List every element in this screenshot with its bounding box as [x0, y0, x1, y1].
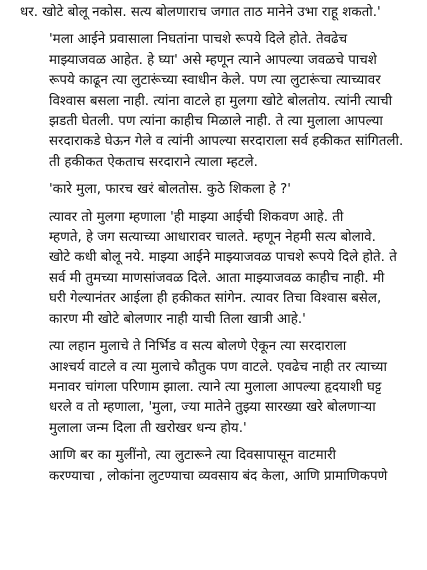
text-line: 'कारे मुला, फारच खरं बोलतोस. कुठे शिकला हे ?' — [49, 182, 291, 198]
text-line: सरदाराकडे घेऊन गेले व त्यांनी आपल्या सरदाराला सर्व हकीकत सांगितली. — [49, 134, 404, 150]
text-line: आश्चर्य वाटले व त्या मुलाचे कौतुक पण वाटले. एवढेच नाही तर त्याच्या — [49, 359, 387, 375]
paragraph-3 — [20, 180, 416, 200]
text-line: रूपये काढून त्या लुटारूंच्या स्वाधीन केले. पण त्या लुटारूंचा त्याच्यावर — [49, 73, 381, 89]
paragraph-1 — [20, 3, 416, 23]
paragraph-4 — [20, 208, 416, 330]
text-line: आणि बर का मुलींनो, त्या लुटारूने त्या दिवसापासून वाटमारी — [49, 448, 337, 464]
paragraph-6 — [20, 446, 416, 487]
text-line: सर्व मी तुमच्या माणसांजवळ दिले. आता माझ्याजवळ काहीच नाही. मी — [49, 270, 385, 286]
text-line: मनावर चांगला परिणाम झाला. त्याने त्या मुलाला आपल्या हृदयाशी घट्ट — [49, 379, 382, 395]
text-line: खोटे कधी बोलू नये. माझ्या आईने माझ्याजवळ पाचशे रूपये दिले होते. ते — [49, 250, 397, 266]
text-line: मुलाला जन्म दिला ती खरोखर धन्य होय.' — [49, 420, 247, 436]
text-line: विश्वास बसला नाही. त्यांना वाटले हा मुलगा खोटे बोलतोय. त्यांनी त्याची — [49, 93, 393, 109]
text-line: घरी गेल्यानंतर आईला ही हकीकत सांगेन. त्यावर तिचा विश्वास बसेल, — [49, 291, 382, 307]
paragraph-5 — [20, 337, 416, 439]
text-line: झडती घेतली. पण त्यांना काहीच मिळाले नाही. ते त्या मुलाला आपल्या — [49, 114, 383, 130]
paragraph-2 — [20, 30, 416, 173]
text-line: त्यावर तो मुलगा म्हणाला 'ही माझ्या आईची शिकवण आहे. ती — [49, 209, 344, 225]
text-line: धरले व तो म्हणाला, 'मुला, ज्या मातेने तुझ्या सारख्या खरे बोलणाऱ्या — [49, 400, 376, 416]
text-line: त्या लहान मुलाचे ते निर्भिड व सत्य बोलणे ऐकून त्या सरदाराला — [49, 339, 347, 355]
text-line: म्हणते, हे जग सत्याच्या आधारावर चालते. म्हणून नेहमी सत्य बोलावे. — [49, 230, 376, 246]
text-line: 'मला आईने प्रवासाला निघतांना पाचशे रूपये दिले होते. तेवढेच — [49, 32, 348, 48]
text-line: माझ्याजवळ आहेत. हे घ्या' असे म्हणून त्याने आपल्या जवळचे पाचशे — [49, 52, 377, 68]
text-line: करण्याचा , लोकांना लुटण्याचा व्यवसाय बंद केला, आणि प्रामाणिकपणे — [49, 468, 388, 484]
text-line: कारण मी खोटे बोलणार नाही याची तिला खात्री आहे.' — [49, 311, 306, 327]
text-line: ती हकीकत ऐकताच सरदाराने त्याला म्हटले. — [49, 154, 258, 170]
text-line: धर. खोटे बोलू नकोस. सत्य बोलणाराच जगात ताठ मानेने उभा राहू शकतो.' — [20, 5, 381, 20]
